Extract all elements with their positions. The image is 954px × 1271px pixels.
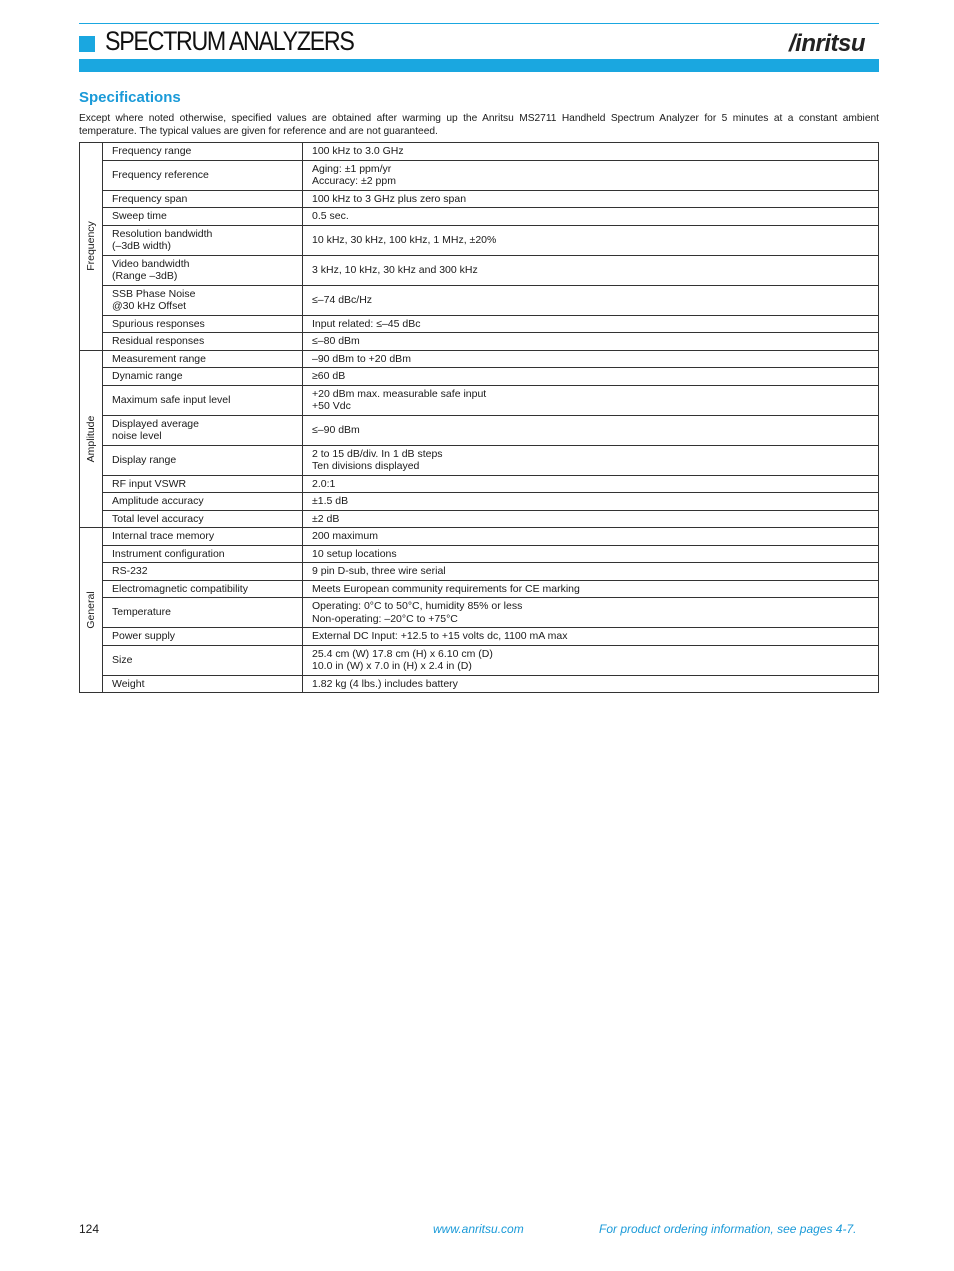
value-cell xyxy=(303,255,879,285)
value-cell xyxy=(303,190,879,208)
parameter-text: Dynamic range xyxy=(112,370,183,382)
table-row xyxy=(80,475,879,493)
table-row xyxy=(80,528,879,546)
spec-table xyxy=(79,142,879,693)
group-label: General xyxy=(84,591,97,629)
parameter-text: Maximum safe input level xyxy=(112,393,231,406)
anritsu-logo xyxy=(789,30,865,58)
value-cell xyxy=(303,143,879,161)
parameter-text: Size xyxy=(112,653,133,666)
table-row xyxy=(80,580,879,598)
value-cell xyxy=(303,368,879,386)
value-text: ≥60 dB xyxy=(312,370,346,382)
header-square-icon xyxy=(79,36,95,52)
table-row xyxy=(80,350,879,368)
value-text: ±2 dB xyxy=(312,512,340,525)
parameter-cell xyxy=(103,368,303,386)
value-cell xyxy=(303,160,879,190)
parameter-text: Frequency reference xyxy=(112,168,209,181)
parameter-text: (–3dB width) xyxy=(112,240,171,252)
value-text: 1.82 kg (4 lbs.) includes battery xyxy=(312,677,458,690)
group-label: Amplitude xyxy=(84,415,97,463)
parameter-cell xyxy=(103,545,303,563)
table-row xyxy=(80,333,879,351)
table-row xyxy=(80,160,879,190)
value-cell xyxy=(303,350,879,368)
parameter-cell xyxy=(103,580,303,598)
value-cell xyxy=(303,445,879,475)
table-row xyxy=(80,563,879,581)
table-row xyxy=(80,315,879,333)
value-cell xyxy=(303,208,879,226)
parameter-text: Instrument configuration xyxy=(112,547,225,560)
value-cell xyxy=(303,415,879,445)
table-row xyxy=(80,645,879,675)
group-label-cell xyxy=(80,350,103,528)
value-cell xyxy=(303,475,879,493)
parameter-cell xyxy=(103,628,303,646)
group-label-cell xyxy=(80,528,103,693)
spec-table-body xyxy=(80,143,879,693)
value-text: 2 to 15 dB/div. In 1 dB steps xyxy=(312,447,443,460)
parameter-cell xyxy=(103,160,303,190)
value-text: Input related: ≤–45 dBc xyxy=(312,317,421,330)
parameter-text: Residual responses xyxy=(112,335,205,347)
value-cell xyxy=(303,628,879,646)
value-cell xyxy=(303,493,879,511)
value-text: 2.0:1 xyxy=(312,477,336,490)
parameter-cell xyxy=(103,255,303,285)
header-blue-bar xyxy=(79,59,879,72)
parameter-cell xyxy=(103,415,303,445)
intro-paragraph: Except where noted otherwise, specified values are obtained after warming up the Anritsu MS2711 Handheld Spectrum Analyzer for 5 minutes at a constant ambient temperature. The typical values are given for reference and are not guaranteed. xyxy=(79,113,879,137)
value-cell xyxy=(303,645,879,675)
value-cell xyxy=(303,675,879,693)
parameter-text: noise level xyxy=(112,430,162,442)
parameter-cell xyxy=(103,333,303,351)
parameter-cell xyxy=(103,285,303,315)
table-row xyxy=(80,628,879,646)
footer-url-link[interactable]: www.anritsu.com xyxy=(433,1222,524,1236)
table-row xyxy=(80,545,879,563)
parameter-text: Sweep time xyxy=(112,210,167,222)
table-row xyxy=(80,445,879,475)
value-text: 3 kHz, 10 kHz, 30 kHz and 300 kHz xyxy=(312,263,478,276)
page-title: SPECTRUM ANALYZERS xyxy=(105,26,354,56)
section-title: Specifications xyxy=(79,89,181,106)
value-text: 25.4 cm (W) 17.8 cm (H) x 6.10 cm (D) xyxy=(312,647,493,660)
value-cell xyxy=(303,510,879,528)
page-number: 124 xyxy=(79,1222,100,1236)
value-text: ≤–80 dBm xyxy=(312,335,360,347)
parameter-text: @30 kHz Offset xyxy=(112,300,187,312)
table-row xyxy=(80,510,879,528)
parameter-text: Weight xyxy=(112,677,145,690)
value-text: Non-operating: –20°C to +75°C xyxy=(312,612,458,625)
value-cell xyxy=(303,333,879,351)
value-text: 200 maximum xyxy=(312,530,378,542)
parameter-text: Total level accuracy xyxy=(112,512,204,525)
parameter-cell xyxy=(103,445,303,475)
value-text: 100 kHz to 3.0 GHz xyxy=(312,145,404,157)
parameter-cell xyxy=(103,598,303,628)
parameter-cell xyxy=(103,225,303,255)
value-text: 100 kHz to 3 GHz plus zero span xyxy=(312,192,467,205)
value-text: –90 dBm to +20 dBm xyxy=(312,352,411,365)
table-row xyxy=(80,598,879,628)
value-cell xyxy=(303,598,879,628)
parameter-text: RF input VSWR xyxy=(112,477,187,490)
group-label: Frequency xyxy=(84,221,97,272)
parameter-cell xyxy=(103,675,303,693)
value-text: External DC Input: +12.5 to +15 volts dc, 1100 mA max xyxy=(312,630,568,642)
value-text: ≤–90 dBm xyxy=(312,423,360,436)
table-row xyxy=(80,190,879,208)
parameter-cell xyxy=(103,475,303,493)
parameter-cell xyxy=(103,208,303,226)
parameter-text: Internal trace memory xyxy=(112,530,215,542)
table-row xyxy=(80,143,879,161)
value-cell xyxy=(303,285,879,315)
value-text: ≤–74 dBc/Hz xyxy=(312,293,373,306)
table-row xyxy=(80,255,879,285)
parameter-text: Frequency range xyxy=(112,145,192,157)
parameter-text: Displayed average xyxy=(112,417,199,430)
parameter-cell xyxy=(103,190,303,208)
parameter-cell xyxy=(103,143,303,161)
parameter-text: (Range –3dB) xyxy=(112,270,178,282)
parameter-text: Frequency span xyxy=(112,192,188,205)
parameter-cell xyxy=(103,493,303,511)
value-text: 10 kHz, 30 kHz, 100 kHz, 1 MHz, ±20% xyxy=(312,233,497,246)
table-row xyxy=(80,225,879,255)
parameter-text: Amplitude accuracy xyxy=(112,495,204,507)
value-text: Aging: ±1 ppm/yr xyxy=(312,162,392,175)
value-cell xyxy=(303,580,879,598)
parameter-cell xyxy=(103,350,303,368)
parameter-text: SSB Phase Noise xyxy=(112,287,196,300)
value-cell xyxy=(303,545,879,563)
table-row xyxy=(80,385,879,415)
value-text: 10.0 in (W) x 7.0 in (H) x 2.4 in (D) xyxy=(312,660,472,672)
table-row xyxy=(80,493,879,511)
table-row xyxy=(80,675,879,693)
parameter-cell xyxy=(103,315,303,333)
parameter-cell xyxy=(103,528,303,546)
table-row xyxy=(80,208,879,226)
value-text: Operating: 0°C to 50°C, humidity 85% or less xyxy=(312,600,523,612)
logo-text: /inritsu xyxy=(788,30,865,57)
parameter-text: Temperature xyxy=(112,606,171,619)
parameter-text: Video bandwidth xyxy=(112,257,190,270)
top-rule xyxy=(79,23,879,24)
parameter-cell xyxy=(103,510,303,528)
table-row xyxy=(80,368,879,386)
parameter-text: Measurement range xyxy=(112,352,206,365)
parameter-text: RS-232 xyxy=(112,565,148,577)
footer-ordering-info: For product ordering information, see pages 4-7. xyxy=(599,1222,857,1236)
value-text: Ten divisions displayed xyxy=(312,460,420,472)
value-cell xyxy=(303,315,879,333)
table-row xyxy=(80,285,879,315)
value-text: +20 dBm max. measurable safe input xyxy=(312,387,487,400)
parameter-cell xyxy=(103,385,303,415)
parameter-text: Electromagnetic compatibility xyxy=(112,582,248,595)
parameter-cell xyxy=(103,645,303,675)
value-cell xyxy=(303,385,879,415)
parameter-text: Resolution bandwidth xyxy=(112,227,213,240)
value-text: Accuracy: ±2 ppm xyxy=(312,175,396,187)
value-text: 0.5 sec. xyxy=(312,210,349,222)
table-row xyxy=(80,415,879,445)
parameter-text: Spurious responses xyxy=(112,317,205,330)
value-cell xyxy=(303,528,879,546)
value-text: 9 pin D-sub, three wire serial xyxy=(312,565,446,577)
parameter-text: Display range xyxy=(112,453,177,466)
value-cell xyxy=(303,225,879,255)
value-text: ±1.5 dB xyxy=(312,495,349,507)
page-header xyxy=(79,26,879,58)
value-text: Meets European community requirements for CE marking xyxy=(312,582,580,595)
value-text: +50 Vdc xyxy=(312,400,351,412)
value-cell xyxy=(303,563,879,581)
parameter-text: Power supply xyxy=(112,630,176,642)
value-text: 10 setup locations xyxy=(312,547,397,560)
parameter-cell xyxy=(103,563,303,581)
group-label-cell xyxy=(80,143,103,351)
